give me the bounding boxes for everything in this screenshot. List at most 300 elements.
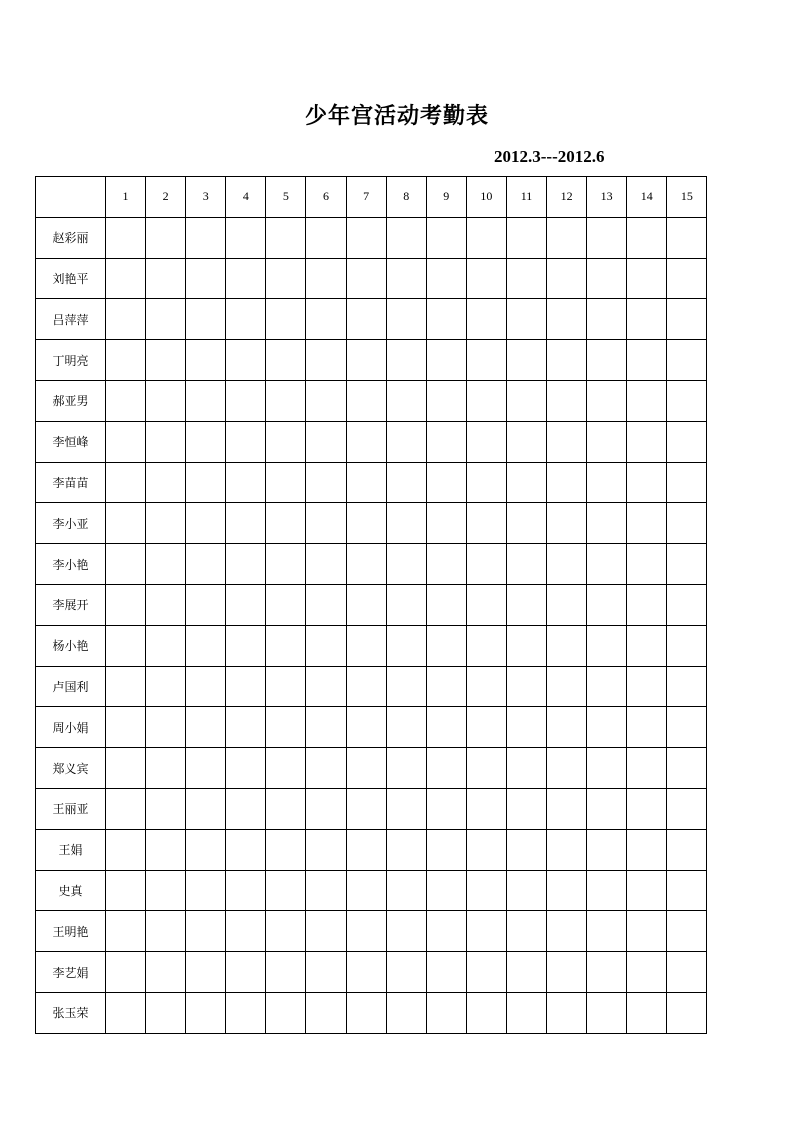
attendance-cell[interactable]: [466, 380, 506, 421]
attendance-cell[interactable]: [547, 666, 587, 707]
attendance-cell[interactable]: [226, 584, 266, 625]
attendance-cell[interactable]: [466, 584, 506, 625]
attendance-cell[interactable]: [266, 911, 306, 952]
attendance-cell[interactable]: [426, 952, 466, 993]
attendance-cell[interactable]: [106, 870, 146, 911]
attendance-cell[interactable]: [386, 380, 426, 421]
attendance-cell[interactable]: [426, 992, 466, 1033]
attendance-cell[interactable]: [587, 340, 627, 381]
attendance-cell[interactable]: [106, 299, 146, 340]
attendance-cell[interactable]: [386, 992, 426, 1033]
attendance-cell[interactable]: [306, 217, 346, 258]
attendance-cell[interactable]: [306, 992, 346, 1033]
attendance-cell[interactable]: [667, 380, 707, 421]
attendance-cell[interactable]: [386, 544, 426, 585]
attendance-cell[interactable]: [587, 503, 627, 544]
attendance-cell[interactable]: [587, 666, 627, 707]
attendance-cell[interactable]: [547, 462, 587, 503]
attendance-cell[interactable]: [667, 870, 707, 911]
attendance-cell[interactable]: [506, 707, 546, 748]
attendance-cell[interactable]: [386, 707, 426, 748]
attendance-cell[interactable]: [186, 911, 226, 952]
attendance-cell[interactable]: [506, 258, 546, 299]
attendance-cell[interactable]: [627, 299, 667, 340]
attendance-cell[interactable]: [627, 584, 667, 625]
attendance-cell[interactable]: [547, 829, 587, 870]
attendance-cell[interactable]: [587, 992, 627, 1033]
attendance-cell[interactable]: [667, 462, 707, 503]
attendance-cell[interactable]: [266, 625, 306, 666]
attendance-cell[interactable]: [186, 380, 226, 421]
attendance-cell[interactable]: [547, 870, 587, 911]
attendance-cell[interactable]: [506, 788, 546, 829]
attendance-cell[interactable]: [386, 788, 426, 829]
attendance-cell[interactable]: [426, 217, 466, 258]
attendance-cell[interactable]: [306, 829, 346, 870]
attendance-cell[interactable]: [266, 503, 306, 544]
attendance-cell[interactable]: [146, 217, 186, 258]
attendance-cell[interactable]: [226, 421, 266, 462]
attendance-cell[interactable]: [587, 788, 627, 829]
attendance-cell[interactable]: [547, 952, 587, 993]
attendance-cell[interactable]: [587, 217, 627, 258]
attendance-cell[interactable]: [226, 788, 266, 829]
attendance-cell[interactable]: [226, 748, 266, 789]
attendance-cell[interactable]: [466, 952, 506, 993]
attendance-cell[interactable]: [667, 829, 707, 870]
attendance-cell[interactable]: [226, 707, 266, 748]
attendance-cell[interactable]: [346, 421, 386, 462]
attendance-cell[interactable]: [386, 911, 426, 952]
attendance-cell[interactable]: [186, 625, 226, 666]
attendance-cell[interactable]: [106, 829, 146, 870]
attendance-cell[interactable]: [146, 544, 186, 585]
attendance-cell[interactable]: [146, 829, 186, 870]
attendance-cell[interactable]: [146, 666, 186, 707]
attendance-cell[interactable]: [506, 992, 546, 1033]
attendance-cell[interactable]: [146, 503, 186, 544]
attendance-cell[interactable]: [226, 992, 266, 1033]
attendance-cell[interactable]: [466, 666, 506, 707]
attendance-cell[interactable]: [506, 217, 546, 258]
attendance-cell[interactable]: [466, 748, 506, 789]
attendance-cell[interactable]: [306, 625, 346, 666]
attendance-cell[interactable]: [266, 584, 306, 625]
attendance-cell[interactable]: [506, 421, 546, 462]
attendance-cell[interactable]: [667, 788, 707, 829]
attendance-cell[interactable]: [627, 380, 667, 421]
attendance-cell[interactable]: [426, 340, 466, 381]
attendance-cell[interactable]: [627, 748, 667, 789]
attendance-cell[interactable]: [186, 462, 226, 503]
attendance-cell[interactable]: [346, 503, 386, 544]
attendance-cell[interactable]: [226, 544, 266, 585]
attendance-cell[interactable]: [186, 544, 226, 585]
attendance-cell[interactable]: [226, 666, 266, 707]
attendance-cell[interactable]: [587, 380, 627, 421]
attendance-cell[interactable]: [667, 340, 707, 381]
attendance-cell[interactable]: [186, 707, 226, 748]
attendance-cell[interactable]: [186, 503, 226, 544]
attendance-cell[interactable]: [106, 544, 146, 585]
attendance-cell[interactable]: [346, 299, 386, 340]
attendance-cell[interactable]: [386, 748, 426, 789]
attendance-cell[interactable]: [627, 625, 667, 666]
attendance-cell[interactable]: [106, 584, 146, 625]
attendance-cell[interactable]: [466, 421, 506, 462]
attendance-cell[interactable]: [266, 666, 306, 707]
attendance-cell[interactable]: [506, 299, 546, 340]
attendance-cell[interactable]: [266, 462, 306, 503]
attendance-cell[interactable]: [386, 666, 426, 707]
attendance-cell[interactable]: [106, 462, 146, 503]
attendance-cell[interactable]: [547, 299, 587, 340]
attendance-cell[interactable]: [146, 258, 186, 299]
attendance-cell[interactable]: [667, 992, 707, 1033]
attendance-cell[interactable]: [106, 992, 146, 1033]
attendance-cell[interactable]: [506, 380, 546, 421]
attendance-cell[interactable]: [346, 340, 386, 381]
attendance-cell[interactable]: [146, 870, 186, 911]
attendance-cell[interactable]: [266, 299, 306, 340]
attendance-cell[interactable]: [627, 829, 667, 870]
attendance-cell[interactable]: [547, 258, 587, 299]
attendance-cell[interactable]: [306, 911, 346, 952]
attendance-cell[interactable]: [627, 870, 667, 911]
attendance-cell[interactable]: [587, 258, 627, 299]
attendance-cell[interactable]: [426, 870, 466, 911]
attendance-cell[interactable]: [186, 584, 226, 625]
attendance-cell[interactable]: [627, 666, 667, 707]
attendance-cell[interactable]: [106, 666, 146, 707]
attendance-cell[interactable]: [587, 748, 627, 789]
attendance-cell[interactable]: [386, 217, 426, 258]
attendance-cell[interactable]: [346, 544, 386, 585]
attendance-cell[interactable]: [466, 258, 506, 299]
attendance-cell[interactable]: [506, 625, 546, 666]
attendance-cell[interactable]: [506, 748, 546, 789]
attendance-cell[interactable]: [106, 340, 146, 381]
attendance-cell[interactable]: [146, 952, 186, 993]
attendance-cell[interactable]: [466, 503, 506, 544]
attendance-cell[interactable]: [226, 503, 266, 544]
attendance-cell[interactable]: [226, 217, 266, 258]
attendance-cell[interactable]: [386, 462, 426, 503]
attendance-cell[interactable]: [266, 707, 306, 748]
attendance-cell[interactable]: [106, 707, 146, 748]
attendance-cell[interactable]: [386, 952, 426, 993]
attendance-cell[interactable]: [627, 421, 667, 462]
attendance-cell[interactable]: [547, 584, 587, 625]
attendance-cell[interactable]: [266, 217, 306, 258]
attendance-cell[interactable]: [627, 911, 667, 952]
attendance-cell[interactable]: [667, 544, 707, 585]
attendance-cell[interactable]: [627, 258, 667, 299]
attendance-cell[interactable]: [386, 625, 426, 666]
attendance-cell[interactable]: [386, 503, 426, 544]
attendance-cell[interactable]: [106, 748, 146, 789]
attendance-cell[interactable]: [466, 992, 506, 1033]
attendance-cell[interactable]: [426, 666, 466, 707]
attendance-cell[interactable]: [106, 503, 146, 544]
attendance-cell[interactable]: [106, 217, 146, 258]
attendance-cell[interactable]: [346, 829, 386, 870]
attendance-cell[interactable]: [506, 829, 546, 870]
attendance-cell[interactable]: [627, 544, 667, 585]
attendance-cell[interactable]: [346, 584, 386, 625]
attendance-cell[interactable]: [547, 340, 587, 381]
attendance-cell[interactable]: [667, 748, 707, 789]
attendance-cell[interactable]: [627, 217, 667, 258]
attendance-cell[interactable]: [466, 707, 506, 748]
attendance-cell[interactable]: [547, 625, 587, 666]
attendance-cell[interactable]: [506, 340, 546, 381]
attendance-cell[interactable]: [667, 584, 707, 625]
attendance-cell[interactable]: [506, 584, 546, 625]
attendance-cell[interactable]: [266, 788, 306, 829]
attendance-cell[interactable]: [146, 299, 186, 340]
attendance-cell[interactable]: [146, 788, 186, 829]
attendance-cell[interactable]: [547, 544, 587, 585]
attendance-cell[interactable]: [627, 503, 667, 544]
attendance-cell[interactable]: [466, 217, 506, 258]
attendance-cell[interactable]: [506, 544, 546, 585]
attendance-cell[interactable]: [547, 217, 587, 258]
attendance-cell[interactable]: [146, 340, 186, 381]
attendance-cell[interactable]: [426, 625, 466, 666]
attendance-cell[interactable]: [346, 666, 386, 707]
attendance-cell[interactable]: [346, 380, 386, 421]
attendance-cell[interactable]: [667, 217, 707, 258]
attendance-cell[interactable]: [346, 625, 386, 666]
attendance-cell[interactable]: [146, 992, 186, 1033]
attendance-cell[interactable]: [466, 870, 506, 911]
attendance-cell[interactable]: [466, 340, 506, 381]
attendance-cell[interactable]: [426, 748, 466, 789]
attendance-cell[interactable]: [587, 584, 627, 625]
attendance-cell[interactable]: [226, 462, 266, 503]
attendance-cell[interactable]: [506, 952, 546, 993]
attendance-cell[interactable]: [146, 584, 186, 625]
attendance-cell[interactable]: [226, 952, 266, 993]
attendance-cell[interactable]: [627, 788, 667, 829]
attendance-cell[interactable]: [106, 625, 146, 666]
attendance-cell[interactable]: [386, 829, 426, 870]
attendance-cell[interactable]: [186, 748, 226, 789]
attendance-cell[interactable]: [426, 299, 466, 340]
attendance-cell[interactable]: [306, 258, 346, 299]
attendance-cell[interactable]: [346, 952, 386, 993]
attendance-cell[interactable]: [667, 503, 707, 544]
attendance-cell[interactable]: [667, 258, 707, 299]
attendance-cell[interactable]: [346, 788, 386, 829]
attendance-cell[interactable]: [266, 870, 306, 911]
attendance-cell[interactable]: [186, 788, 226, 829]
attendance-cell[interactable]: [627, 462, 667, 503]
attendance-cell[interactable]: [466, 788, 506, 829]
attendance-cell[interactable]: [426, 258, 466, 299]
attendance-cell[interactable]: [506, 666, 546, 707]
attendance-cell[interactable]: [186, 829, 226, 870]
attendance-cell[interactable]: [466, 625, 506, 666]
attendance-cell[interactable]: [146, 748, 186, 789]
attendance-cell[interactable]: [627, 952, 667, 993]
attendance-cell[interactable]: [506, 911, 546, 952]
attendance-cell[interactable]: [186, 340, 226, 381]
attendance-cell[interactable]: [587, 829, 627, 870]
attendance-cell[interactable]: [266, 748, 306, 789]
attendance-cell[interactable]: [186, 258, 226, 299]
attendance-cell[interactable]: [587, 299, 627, 340]
attendance-cell[interactable]: [346, 462, 386, 503]
attendance-cell[interactable]: [106, 952, 146, 993]
attendance-cell[interactable]: [386, 340, 426, 381]
attendance-cell[interactable]: [466, 544, 506, 585]
attendance-cell[interactable]: [306, 666, 346, 707]
attendance-cell[interactable]: [266, 544, 306, 585]
attendance-cell[interactable]: [587, 462, 627, 503]
attendance-cell[interactable]: [466, 911, 506, 952]
attendance-cell[interactable]: [426, 380, 466, 421]
attendance-cell[interactable]: [547, 748, 587, 789]
attendance-cell[interactable]: [226, 299, 266, 340]
attendance-cell[interactable]: [667, 911, 707, 952]
attendance-cell[interactable]: [186, 421, 226, 462]
attendance-cell[interactable]: [306, 584, 346, 625]
attendance-cell[interactable]: [506, 503, 546, 544]
attendance-cell[interactable]: [266, 421, 306, 462]
attendance-cell[interactable]: [506, 462, 546, 503]
attendance-cell[interactable]: [146, 462, 186, 503]
attendance-cell[interactable]: [146, 911, 186, 952]
attendance-cell[interactable]: [146, 625, 186, 666]
attendance-cell[interactable]: [386, 258, 426, 299]
attendance-cell[interactable]: [226, 380, 266, 421]
attendance-cell[interactable]: [667, 421, 707, 462]
attendance-cell[interactable]: [306, 380, 346, 421]
attendance-cell[interactable]: [346, 258, 386, 299]
attendance-cell[interactable]: [667, 952, 707, 993]
attendance-cell[interactable]: [386, 299, 426, 340]
attendance-cell[interactable]: [266, 340, 306, 381]
attendance-cell[interactable]: [226, 258, 266, 299]
attendance-cell[interactable]: [426, 911, 466, 952]
attendance-cell[interactable]: [306, 340, 346, 381]
attendance-cell[interactable]: [346, 992, 386, 1033]
attendance-cell[interactable]: [306, 299, 346, 340]
attendance-cell[interactable]: [186, 217, 226, 258]
attendance-cell[interactable]: [106, 421, 146, 462]
attendance-cell[interactable]: [587, 952, 627, 993]
attendance-cell[interactable]: [426, 584, 466, 625]
attendance-cell[interactable]: [266, 829, 306, 870]
attendance-cell[interactable]: [547, 911, 587, 952]
attendance-cell[interactable]: [426, 707, 466, 748]
attendance-cell[interactable]: [386, 584, 426, 625]
attendance-cell[interactable]: [547, 788, 587, 829]
attendance-cell[interactable]: [627, 340, 667, 381]
attendance-cell[interactable]: [426, 462, 466, 503]
attendance-cell[interactable]: [306, 788, 346, 829]
attendance-cell[interactable]: [587, 707, 627, 748]
attendance-cell[interactable]: [587, 625, 627, 666]
attendance-cell[interactable]: [587, 911, 627, 952]
attendance-cell[interactable]: [346, 870, 386, 911]
attendance-cell[interactable]: [426, 544, 466, 585]
attendance-cell[interactable]: [266, 992, 306, 1033]
attendance-cell[interactable]: [346, 217, 386, 258]
attendance-cell[interactable]: [306, 870, 346, 911]
attendance-cell[interactable]: [667, 625, 707, 666]
attendance-cell[interactable]: [346, 911, 386, 952]
attendance-cell[interactable]: [146, 421, 186, 462]
attendance-cell[interactable]: [306, 421, 346, 462]
attendance-cell[interactable]: [266, 380, 306, 421]
attendance-cell[interactable]: [106, 911, 146, 952]
attendance-cell[interactable]: [106, 788, 146, 829]
attendance-cell[interactable]: [466, 829, 506, 870]
attendance-cell[interactable]: [587, 544, 627, 585]
attendance-cell[interactable]: [186, 952, 226, 993]
attendance-cell[interactable]: [146, 380, 186, 421]
attendance-cell[interactable]: [106, 258, 146, 299]
attendance-cell[interactable]: [306, 707, 346, 748]
attendance-cell[interactable]: [226, 911, 266, 952]
attendance-cell[interactable]: [506, 870, 546, 911]
attendance-cell[interactable]: [186, 870, 226, 911]
attendance-cell[interactable]: [547, 707, 587, 748]
attendance-cell[interactable]: [426, 788, 466, 829]
attendance-cell[interactable]: [186, 666, 226, 707]
attendance-cell[interactable]: [587, 421, 627, 462]
attendance-cell[interactable]: [106, 380, 146, 421]
attendance-cell[interactable]: [587, 870, 627, 911]
attendance-cell[interactable]: [627, 992, 667, 1033]
attendance-cell[interactable]: [186, 992, 226, 1033]
attendance-cell[interactable]: [386, 421, 426, 462]
attendance-cell[interactable]: [547, 992, 587, 1033]
attendance-cell[interactable]: [226, 340, 266, 381]
attendance-cell[interactable]: [226, 870, 266, 911]
attendance-cell[interactable]: [667, 299, 707, 340]
attendance-cell[interactable]: [266, 258, 306, 299]
attendance-cell[interactable]: [386, 870, 426, 911]
attendance-cell[interactable]: [466, 462, 506, 503]
attendance-cell[interactable]: [627, 707, 667, 748]
attendance-cell[interactable]: [426, 503, 466, 544]
attendance-cell[interactable]: [547, 380, 587, 421]
attendance-cell[interactable]: [667, 707, 707, 748]
attendance-cell[interactable]: [146, 707, 186, 748]
attendance-cell[interactable]: [346, 707, 386, 748]
attendance-cell[interactable]: [547, 421, 587, 462]
attendance-cell[interactable]: [306, 544, 346, 585]
attendance-cell[interactable]: [667, 666, 707, 707]
attendance-cell[interactable]: [186, 299, 226, 340]
attendance-cell[interactable]: [306, 462, 346, 503]
attendance-cell[interactable]: [306, 952, 346, 993]
attendance-cell[interactable]: [306, 748, 346, 789]
attendance-cell[interactable]: [226, 829, 266, 870]
attendance-cell[interactable]: [346, 748, 386, 789]
attendance-cell[interactable]: [466, 299, 506, 340]
attendance-cell[interactable]: [547, 503, 587, 544]
attendance-cell[interactable]: [226, 625, 266, 666]
attendance-cell[interactable]: [266, 952, 306, 993]
attendance-cell[interactable]: [306, 503, 346, 544]
attendance-cell[interactable]: [426, 421, 466, 462]
attendance-cell[interactable]: [426, 829, 466, 870]
